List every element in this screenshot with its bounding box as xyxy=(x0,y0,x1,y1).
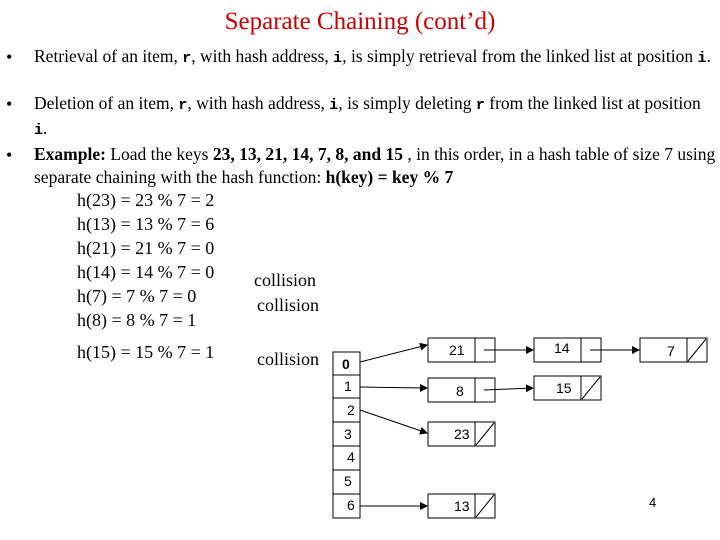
hash-array-indices xyxy=(342,356,355,513)
bullet-text: , in this order, in a hash table of size 7 using separate chaining with the hash function: xyxy=(34,144,716,187)
bullet-text: , is simply retrieval from the linked list at position xyxy=(342,46,698,66)
collision-note: collision xyxy=(257,349,319,369)
index-label: 0 xyxy=(342,356,350,372)
null-slash xyxy=(688,339,706,361)
node-value: 7 xyxy=(667,343,675,359)
bullet-marker: • xyxy=(6,145,13,165)
var-r: r xyxy=(475,97,485,114)
index-label: 1 xyxy=(344,378,352,394)
node-value: 15 xyxy=(556,380,572,396)
node-value: 21 xyxy=(449,342,465,358)
var-i: i xyxy=(34,122,44,139)
collision-note: collision xyxy=(254,270,316,290)
bullet-text: Load the keys xyxy=(105,144,213,164)
pointer-arrow xyxy=(360,387,427,388)
calc-line: h(23) = 23 % 7 = 2 xyxy=(77,190,215,210)
node-value: 23 xyxy=(454,426,470,442)
hash-function: h(key) = key % 7 xyxy=(325,167,454,187)
null-slash xyxy=(476,423,494,445)
pointer-arrow xyxy=(484,388,533,390)
bullet-text: from the linked list at position xyxy=(484,93,701,113)
pointer-arrow xyxy=(360,410,427,433)
index-label: 3 xyxy=(344,426,352,442)
slide-title: Separate Chaining (cont’d) xyxy=(224,8,496,35)
bullet-text: . xyxy=(706,46,711,66)
var-i: i xyxy=(697,50,707,67)
index-label: 2 xyxy=(347,402,355,418)
index-label: 6 xyxy=(347,497,355,513)
calc-line: h(15) = 15 % 7 = 1 xyxy=(77,342,215,362)
bullet-text: , with hash address, xyxy=(187,93,330,113)
var-i: i xyxy=(329,97,339,114)
example-keys: 23, 13, 21, 14, 7, 8, and 15 xyxy=(212,144,403,164)
bullet-text: Retrieval of an item, xyxy=(34,46,183,66)
var-i: i xyxy=(333,50,343,67)
collision-note: collision xyxy=(257,295,319,315)
bullet-marker: • xyxy=(6,94,13,114)
null-slash xyxy=(476,495,494,517)
pointer-arrow xyxy=(360,345,427,362)
calc-line: h(21) = 21 % 7 = 0 xyxy=(77,238,215,258)
calc-line: h(14) = 14 % 7 = 0 xyxy=(77,262,215,282)
bullet-text: , is simply deleting xyxy=(338,93,476,113)
calc-line: h(13) = 13 % 7 = 6 xyxy=(77,214,215,234)
index-label: 4 xyxy=(347,449,355,465)
page-number: 4 xyxy=(649,495,657,510)
bullet-text: , with hash address, xyxy=(191,46,334,66)
node-value: 8 xyxy=(456,383,464,399)
calc-line: h(8) = 8 % 7 = 1 xyxy=(77,310,197,330)
index-label: 5 xyxy=(344,473,352,489)
var-r: r xyxy=(178,97,188,114)
node-value: 14 xyxy=(554,340,570,356)
bullet-text: . xyxy=(43,118,48,138)
node-value: 13 xyxy=(454,498,470,514)
bullet-text: Deletion of an item, xyxy=(34,93,179,113)
calc-line: h(7) = 7 % 7 = 0 xyxy=(77,286,197,306)
null-slash xyxy=(582,377,600,399)
example-label: Example: xyxy=(34,144,106,164)
bullet-marker: • xyxy=(6,47,13,67)
var-r: r xyxy=(182,50,192,67)
